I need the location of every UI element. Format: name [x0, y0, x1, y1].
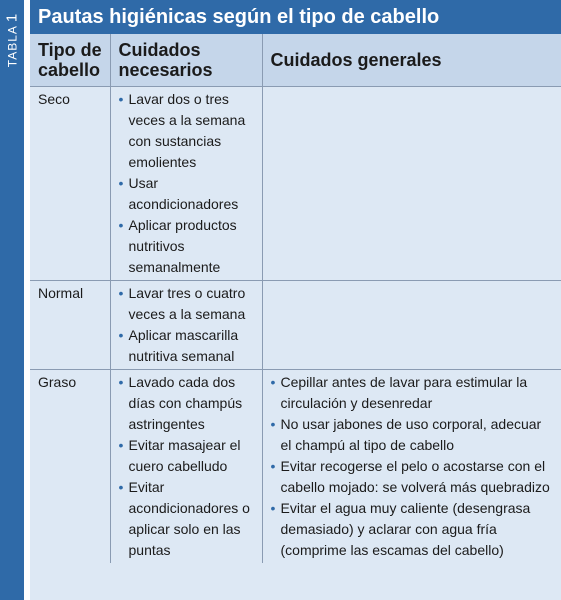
side-band — [0, 0, 24, 600]
hair-type-label: Graso — [38, 374, 77, 390]
bullet-icon: • — [270, 416, 276, 432]
bullet-icon: • — [118, 374, 124, 390]
list-item-text: Evitar el agua muy caliente (desengrasa demasiado) y aclarar con agua fría (comprime las escamas del cabello) — [280, 500, 531, 558]
necessary-care-cell — [110, 87, 262, 281]
list-item-text: Aplicar mascarilla nutritiva semanal — [128, 327, 239, 364]
hair-type-cell — [30, 281, 110, 370]
bullet-icon: • — [118, 437, 124, 453]
header-hair-type — [30, 34, 110, 87]
header-general-care — [262, 34, 561, 87]
table-title: Pautas higiénicas según el tipo de cabello — [38, 5, 440, 28]
general-care-cell-list — [271, 372, 556, 561]
hair-type-label: Seco — [38, 91, 70, 107]
hair-type-label: Normal — [38, 285, 84, 301]
list-item — [119, 477, 256, 561]
table-label-number: 1 — [3, 12, 21, 23]
header-necessary-care-line2: necesarios — [118, 60, 213, 80]
bullet-icon: • — [118, 91, 124, 107]
list-item-text: Cepillar antes de lavar para estimular la circulación y desenredar — [280, 374, 528, 411]
necessary-care-cell-list — [119, 89, 256, 278]
list-item-text: Usar acondicionadores — [128, 175, 239, 212]
bullet-icon: • — [118, 285, 124, 301]
header-necessary-care-line1: Cuidados — [118, 40, 201, 60]
general-care-cell — [262, 370, 561, 564]
table-row — [30, 281, 561, 370]
necessary-care-cell-list — [119, 283, 256, 367]
list-item — [119, 173, 256, 215]
list-item — [119, 435, 256, 477]
bullet-icon: • — [118, 479, 124, 495]
list-item — [271, 456, 556, 498]
list-item-text: Evitar acondicionadores o aplicar solo en las puntas — [128, 479, 250, 558]
necessary-care-cell-list — [119, 372, 256, 561]
hygiene-table — [30, 34, 561, 563]
header-row — [30, 34, 561, 87]
general-care-cell — [262, 281, 561, 370]
hygiene-table-box — [30, 0, 561, 600]
list-item — [271, 498, 556, 561]
table-body — [30, 87, 561, 564]
bullet-icon: • — [270, 374, 276, 390]
list-item — [119, 89, 256, 173]
hair-type-cell — [30, 87, 110, 281]
hair-type-cell — [30, 370, 110, 564]
list-item-text: Aplicar productos nutritivos semanalmente — [128, 217, 237, 275]
list-item-text: Lavar tres o cuatro veces a la semana — [128, 285, 246, 322]
bullet-icon: • — [118, 175, 124, 191]
list-item — [119, 372, 256, 435]
table-row — [30, 87, 561, 281]
list-item-text: Evitar recogerse el pelo o acostarse con el cabello mojado: se volverá más quebradizo — [280, 458, 550, 495]
list-item-text: Lavado cada dos días con champús astringentes — [128, 374, 243, 432]
header-general-care-label: Cuidados generales — [270, 50, 442, 70]
header-necessary-care — [110, 34, 262, 87]
table-label-text: TABLA — [5, 25, 20, 68]
list-item-text: Evitar masajear el cuero cabelludo — [128, 437, 241, 474]
list-item — [271, 372, 556, 414]
general-care-cell — [262, 87, 561, 281]
necessary-care-cell — [110, 281, 262, 370]
bullet-icon: • — [270, 458, 276, 474]
list-item — [119, 325, 256, 367]
list-item — [119, 283, 256, 325]
necessary-care-cell — [110, 370, 262, 564]
header-hair-type-line1: Tipo de — [38, 40, 102, 60]
table-row — [30, 370, 561, 564]
table-label — [4, 13, 21, 67]
list-item-text: No usar jabones de uso corporal, adecuar el champú al tipo de cabello — [280, 416, 542, 453]
bullet-icon: • — [118, 327, 124, 343]
header-hair-type-line2: cabello — [38, 60, 101, 80]
table-title-bar — [30, 0, 561, 34]
list-item — [271, 414, 556, 456]
bullet-icon: • — [270, 500, 276, 516]
list-item — [119, 215, 256, 278]
bullet-icon: • — [118, 217, 124, 233]
list-item-text: Lavar dos o tres veces a la semana con sustancias emolientes — [128, 91, 246, 170]
